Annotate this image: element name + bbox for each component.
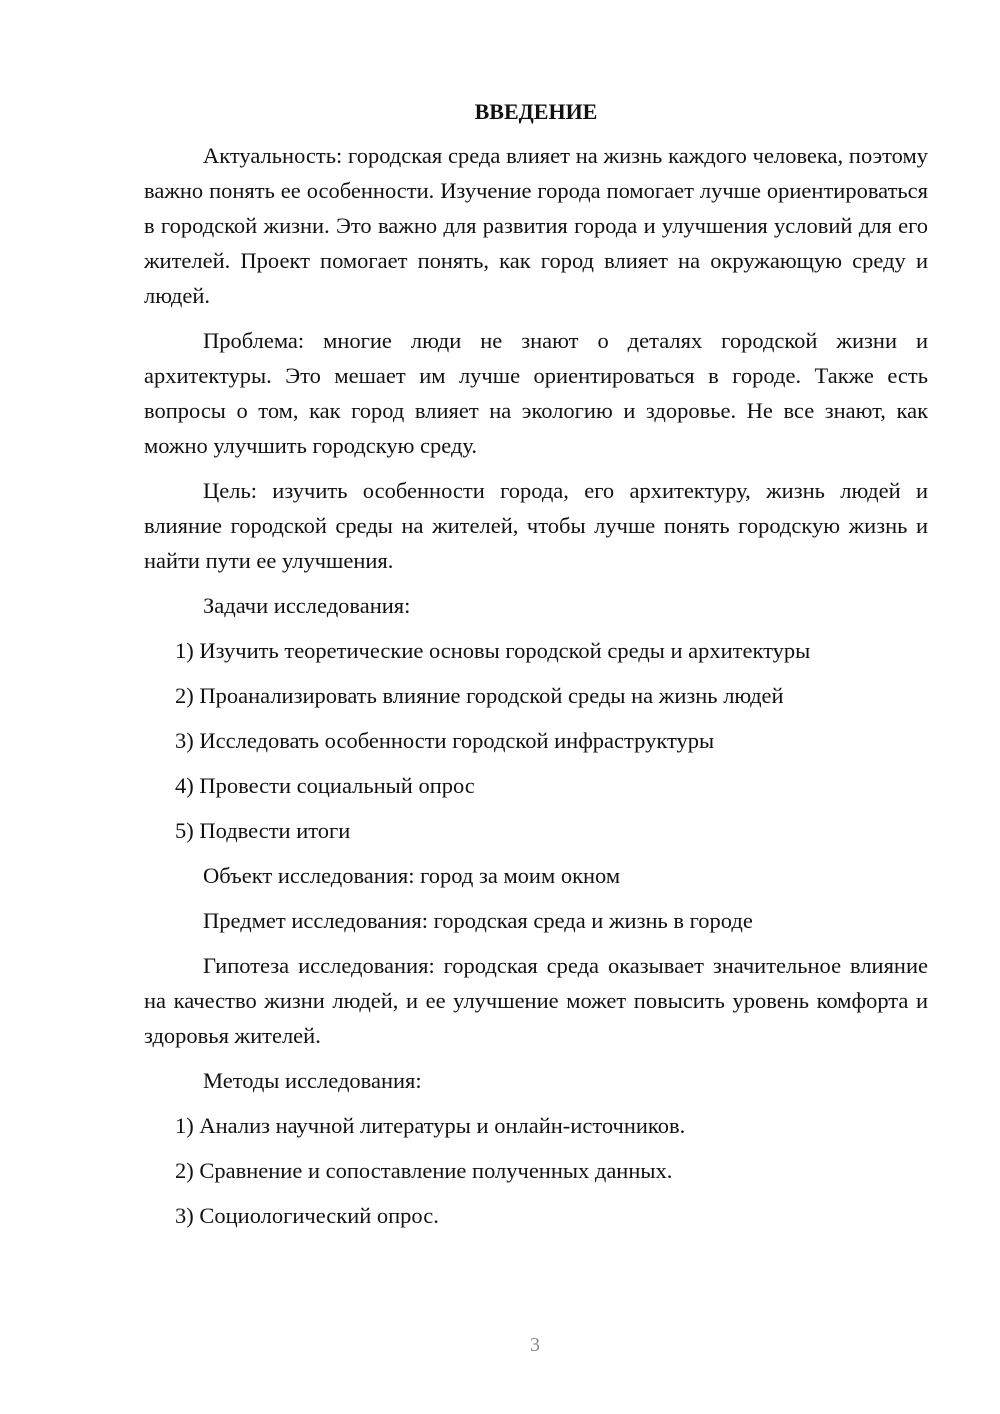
hypothesis-paragraph: Гипотеза исследования: городская среда оказывает значительное влияние на качество жизни людей, и ее улучшение может повысить уровень комфорта и здоровья жителей. <box>144 953 928 1048</box>
task-item-2: 2) Проанализировать влияние городской среды на жизнь людей <box>175 683 784 708</box>
relevance-paragraph: Актуальность: городская среда влияет на жизнь каждого человека, поэтому важно понять ее особенности. Изучение города помогает лучше ориентироваться в городской жизни. Это важно для развития города и улучшения условий для его жителей. Проект помогает понять, как город влияет на окружающую среду и людей. <box>144 143 928 308</box>
methods-list <box>144 1108 928 1233</box>
page-number: 3 <box>530 1334 540 1356</box>
page-content <box>144 94 928 1243</box>
tasks-heading: Задачи исследования: <box>203 593 411 618</box>
goal-paragraph: Цель: изучить особенности города, его архитектуру, жизнь людей и влияние городской среды на жителей, чтобы лучше понять городскую жизнь и найти пути ее улучшения. <box>144 478 928 573</box>
methods-heading: Методы исследования: <box>203 1068 422 1093</box>
method-item-2: 2) Сравнение и сопоставление полученных данных. <box>175 1158 673 1183</box>
research-object: Объект исследования: город за моим окном <box>203 863 621 888</box>
method-item-1: 1) Анализ научной литературы и онлайн-источников. <box>175 1113 686 1138</box>
research-subject: Предмет исследования: городская среда и жизнь в городе <box>203 908 753 933</box>
problem-paragraph: Проблема: многие люди не знают о деталях городской жизни и архитектуры. Это мешает им лучше ориентироваться в городе. Также есть вопросы о том, как город влияет на экологию и здоровье. Не все знают, как можно улучшить городскую среду. <box>144 328 928 458</box>
task-item-1: 1) Изучить теоретические основы городской среды и архитектуры <box>175 638 811 663</box>
task-item-3: 3) Исследовать особенности городской инфраструктуры <box>175 728 715 753</box>
method-item-3: 3) Социологический опрос. <box>175 1203 439 1228</box>
task-item-4: 4) Провести социальный опрос <box>175 773 475 798</box>
page-title: ВВЕДЕНИЕ <box>474 99 598 124</box>
task-item-5: 5) Подвести итоги <box>175 818 351 843</box>
tasks-list <box>144 633 928 848</box>
